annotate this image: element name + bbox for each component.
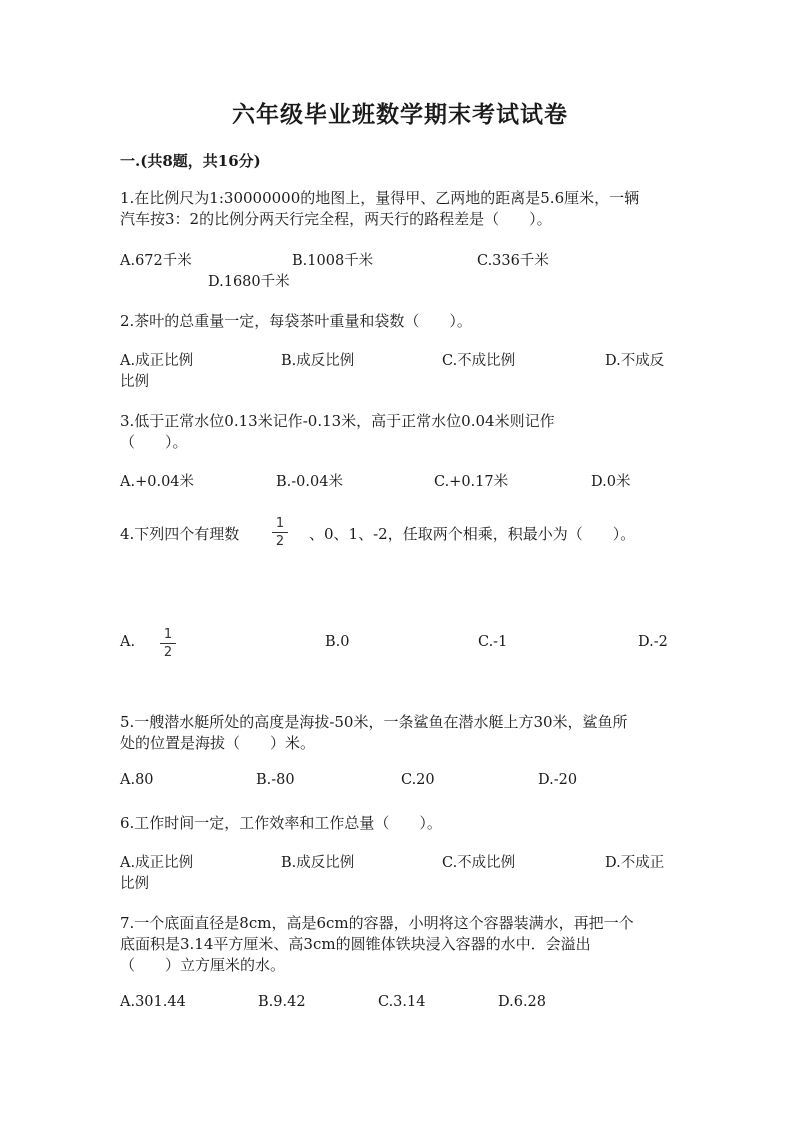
fraction-numerator: 1 bbox=[163, 627, 173, 642]
q2-option-b[interactable]: B.成反比例 bbox=[281, 353, 355, 369]
fraction-bar bbox=[160, 643, 176, 644]
q4-option-a-fraction bbox=[160, 627, 176, 660]
q2-option-a[interactable]: A.成正比例 bbox=[120, 353, 194, 369]
section-heading: 一.(共8题，共16分) bbox=[120, 152, 261, 170]
q7-option-d[interactable]: D.6.28 bbox=[498, 994, 547, 1010]
q1-option-a[interactable]: A.672千米 bbox=[120, 253, 192, 269]
q4-option-b[interactable]: B.0 bbox=[325, 634, 350, 650]
q5-option-c[interactable]: C.20 bbox=[401, 772, 435, 788]
q6-option-c[interactable]: C.不成比例 bbox=[442, 855, 516, 871]
question-7-line-1: 7.一个底面直径是8cm，高是6cm的容器，小明将这个容器装满水，再把一个 bbox=[120, 914, 634, 932]
q5-option-b[interactable]: B.-80 bbox=[256, 772, 295, 788]
question-4-suffix: 、0、1、-2，任取两个相乘，积最小为（ ）。 bbox=[309, 525, 636, 543]
question-7-line-2: 底面积是3.14平方厘米、高3cm的圆锥体铁块浸入容器的水中．会溢出 bbox=[120, 935, 591, 953]
q4-option-a[interactable]: A. bbox=[120, 634, 136, 650]
q2-option-d[interactable]: D.不成反 bbox=[605, 353, 665, 369]
question-7-line-3: （ ）立方厘米的水。 bbox=[120, 956, 286, 974]
fraction-one-half bbox=[272, 516, 288, 549]
q5-option-a[interactable]: A.80 bbox=[120, 772, 154, 788]
q6-option-b[interactable]: B.成反比例 bbox=[281, 855, 355, 871]
page-title: 六年级毕业班数学期末考试试卷 bbox=[232, 101, 568, 128]
q3-option-c[interactable]: C.+0.17米 bbox=[434, 474, 509, 490]
q5-option-d[interactable]: D.-20 bbox=[538, 772, 578, 788]
question-3-line-2: （ ）。 bbox=[120, 433, 188, 451]
q1-option-d[interactable]: D.1680千米 bbox=[208, 274, 290, 290]
fraction-bar bbox=[272, 532, 288, 533]
question-5-line-1: 5.一艘潜水艇所处的高度是海拔-50米，一条鲨鱼在潜水艇上方30米，鲨鱼所 bbox=[120, 713, 628, 731]
q3-option-a[interactable]: A.+0.04米 bbox=[120, 474, 195, 490]
q3-option-b[interactable]: B.-0.04米 bbox=[276, 474, 343, 490]
fraction-denominator: 2 bbox=[163, 645, 173, 660]
fraction-numerator: 1 bbox=[275, 516, 285, 531]
question-1-line-2: 汽车按3：2的比例分两天行完全程，两天行的路程差是（ ）。 bbox=[120, 210, 552, 228]
q2-option-d-wrap: 比例 bbox=[120, 374, 149, 390]
question-5-line-2: 处的位置是海拔（ ）米。 bbox=[120, 734, 316, 752]
q7-option-b[interactable]: B.9.42 bbox=[258, 994, 306, 1010]
fraction-denominator: 2 bbox=[275, 534, 285, 549]
q6-option-a[interactable]: A.成正比例 bbox=[120, 855, 194, 871]
question-6-line-1: 6.工作时间一定，工作效率和工作总量（ ）。 bbox=[120, 814, 442, 832]
q1-option-c[interactable]: C.336千米 bbox=[477, 253, 549, 269]
q7-option-c[interactable]: C.3.14 bbox=[378, 994, 426, 1010]
question-1-line-1: 1.在比例尺为1:30000000的地图上，量得甲、乙两地的距离是5.6厘米，一辆 bbox=[120, 189, 640, 207]
q2-option-c[interactable]: C.不成比例 bbox=[442, 353, 516, 369]
q1-option-b[interactable]: B.1008千米 bbox=[292, 253, 374, 269]
q7-option-a[interactable]: A.301.44 bbox=[120, 994, 186, 1010]
q4-option-c[interactable]: C.-1 bbox=[478, 634, 508, 650]
q6-option-d[interactable]: D.不成正 bbox=[605, 855, 665, 871]
q4-option-d[interactable]: D.-2 bbox=[638, 634, 668, 650]
question-3-line-1: 3.低于正常水位0.13米记作-0.13米，高于正常水位0.04米则记作 bbox=[120, 412, 555, 430]
q3-option-d[interactable]: D.0米 bbox=[591, 474, 631, 490]
question-4-prefix: 4.下列四个有理数 bbox=[120, 525, 240, 543]
q6-option-d-wrap: 比例 bbox=[120, 876, 149, 892]
question-2-line-1: 2.茶叶的总重量一定，每袋茶叶重量和袋数（ ）。 bbox=[120, 312, 472, 330]
